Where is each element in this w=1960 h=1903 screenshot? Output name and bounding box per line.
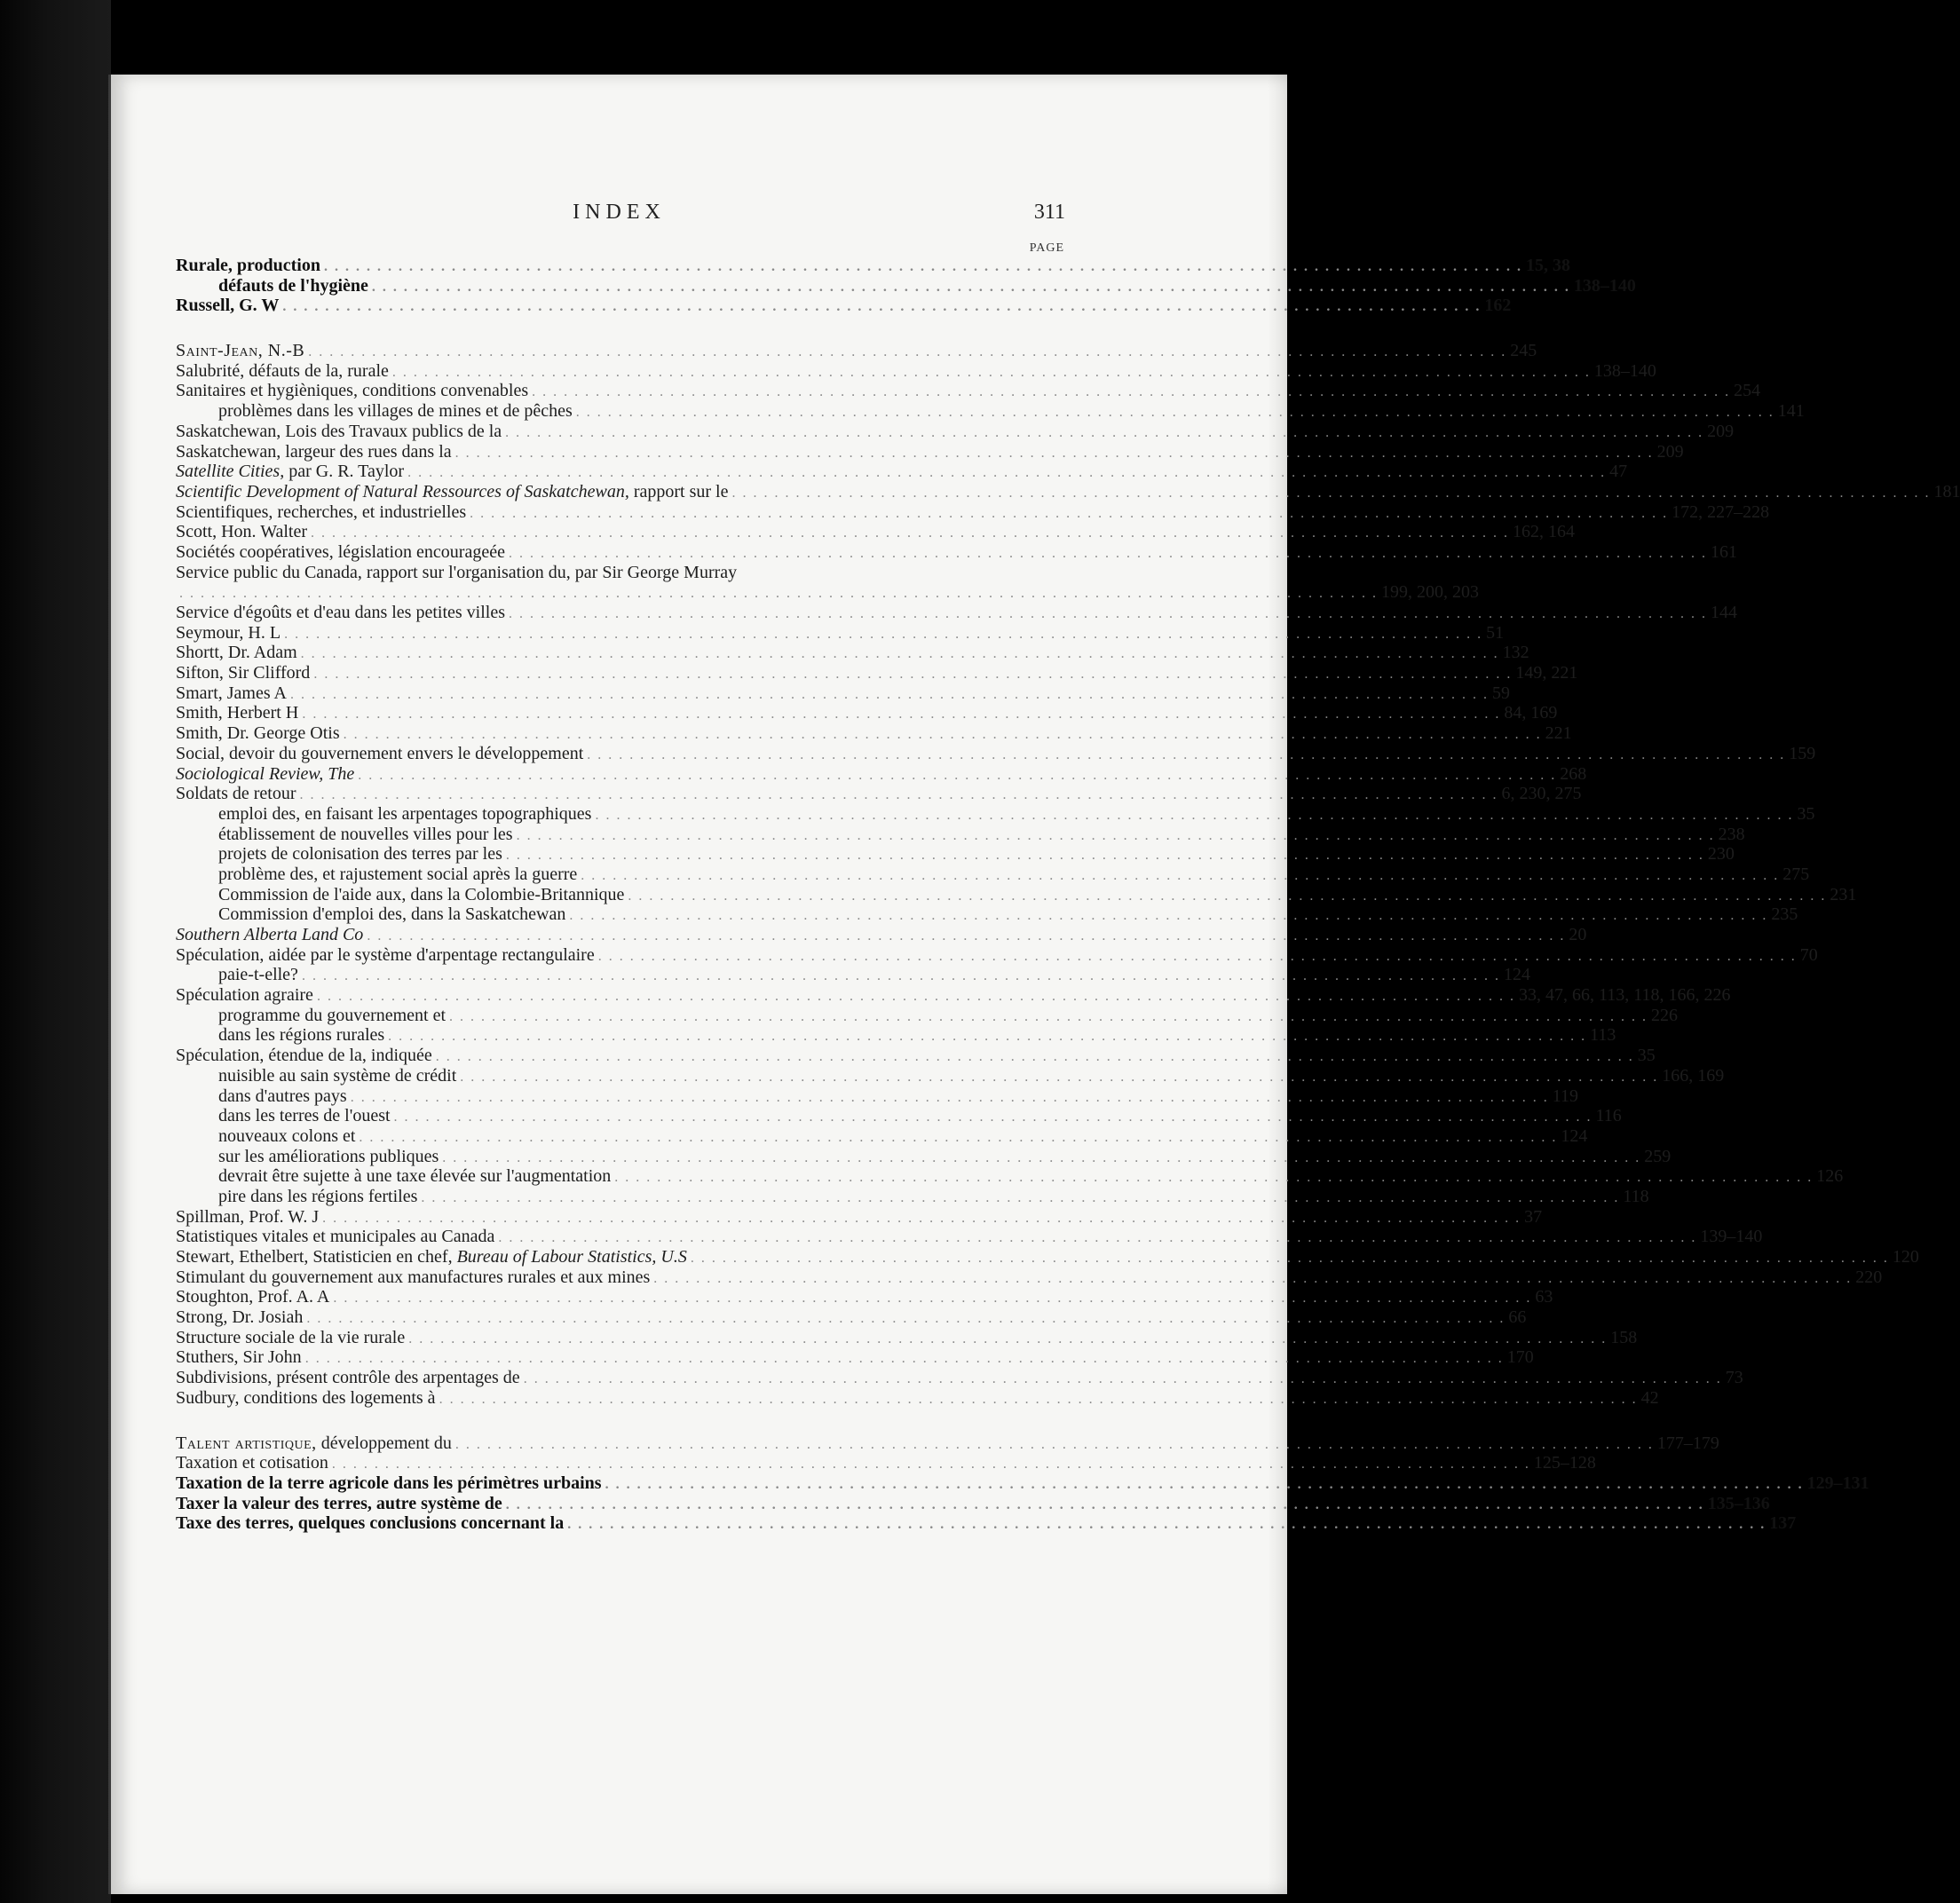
entry-page-ref: 220 [1855, 1267, 1883, 1287]
index-entry [176, 1025, 1616, 1046]
entry-term: Taxer la valeur des terres, autre système de [176, 1493, 502, 1513]
entry-page-ref: 63 [1535, 1287, 1553, 1307]
entry-page-ref: 124 [1503, 965, 1530, 985]
entry-page-ref: 139–140 [1700, 1227, 1763, 1247]
entry-term: Sanitaires et hygièniques, conditions convenables [176, 381, 529, 401]
index-entry [176, 965, 1530, 985]
entry-term: Taxe des terres, quelques conclusions concernant la [176, 1513, 565, 1534]
entry-page-ref: 199, 200, 203 [1381, 582, 1479, 603]
dot-leader [311, 524, 1509, 544]
entry-term: Seymour, H. L [176, 622, 281, 643]
index-entry [176, 1247, 1919, 1267]
entry-term: sur les améliorations publiques [218, 1146, 439, 1166]
dot-leader [302, 705, 1500, 725]
entry-page-ref: 221 [1545, 723, 1572, 744]
entry-page-ref: 116 [1595, 1106, 1622, 1126]
entry-page-ref: 209 [1707, 421, 1735, 441]
entry-term: devrait être sujette à une taxe élevée sur l'augmentation [218, 1166, 612, 1187]
entry-term: Social, devoir du gouvernement envers le développement [176, 743, 584, 763]
dot-leader [358, 766, 1556, 786]
entry-page-ref: 84, 169 [1504, 703, 1558, 723]
entry-term: dans les terres de l'ouest [218, 1106, 391, 1126]
entry-term: pire dans les régions fertiles [218, 1186, 418, 1206]
entry-term: programme du gouvernement et [218, 1005, 447, 1025]
entry-term: Soldats de retour [176, 784, 296, 804]
entry-term: Satellite Cities, par G. R. Taylor [176, 462, 405, 482]
entry-term: Saskatchewan, largeur des rues dans la [176, 441, 452, 462]
dot-leader [333, 1289, 1531, 1309]
index-group-r [176, 256, 1636, 316]
index-entry [176, 1307, 1527, 1328]
dot-leader [628, 887, 1826, 907]
entry-page-ref: 135–136 [1707, 1493, 1770, 1513]
index-entry [176, 462, 1628, 482]
entry-term: Saint-Jean, N.-B [176, 341, 305, 361]
dot-leader [284, 625, 1482, 645]
dot-leader [517, 826, 1715, 847]
entry-page-ref: 124 [1561, 1125, 1588, 1146]
entry-term: Sifton, Sir Clifford [176, 663, 311, 683]
index-entry [176, 481, 1960, 502]
entry-term: problèmes dans les villages de mines et de pêches [218, 401, 573, 422]
index-entry [176, 864, 1810, 885]
entry-page-ref: 231 [1830, 884, 1857, 904]
index-entry [176, 904, 1798, 925]
entry-term: nuisible au sain système de crédit [218, 1065, 457, 1086]
index-entry [176, 1005, 1679, 1026]
dot-leader [388, 1027, 1586, 1047]
dot-leader [359, 1128, 1557, 1149]
dot-leader [470, 504, 1668, 525]
entry-page-ref: 172, 227–228 [1672, 501, 1770, 522]
index-entry [176, 784, 1582, 804]
entry-term: Talent artistique, développement du [176, 1433, 452, 1453]
index-entry [176, 1327, 1638, 1348]
index-entry [176, 1166, 1844, 1187]
entry-term: Sociétés coopératives, législation encourageée [176, 541, 505, 562]
dot-leader [408, 1330, 1607, 1350]
dot-leader [653, 1269, 1852, 1290]
entry-page-ref: 129–131 [1806, 1473, 1869, 1493]
running-head [173, 201, 1065, 227]
dot-leader [576, 403, 1774, 423]
entry-page-ref: 259 [1644, 1146, 1672, 1166]
index-entry [176, 275, 1636, 296]
dot-leader [581, 866, 1779, 887]
entry-page-ref: 138–140 [1593, 360, 1656, 381]
index-entry [176, 1267, 1883, 1288]
dot-leader [302, 967, 1500, 987]
page-number: 311 [1033, 201, 1065, 224]
entry-term: Strong, Dr. Josiah [176, 1307, 304, 1328]
index-entry [176, 944, 1818, 966]
entry-term: Spéculation, étendue de la, indiquée [176, 1046, 432, 1066]
entry-term: Stewart, Ethelbert, Statisticien en chef, Bureau of Labour Statistics, U.S [176, 1247, 687, 1267]
entry-term: nouveaux colons et [218, 1125, 356, 1146]
entry-term: Commission de l'aide aux, dans la Colombie-Britannique [218, 884, 625, 904]
entry-term: Taxation et cotisation [176, 1453, 328, 1473]
entry-page-ref: 141 [1777, 401, 1805, 422]
entry-page-ref: 170 [1506, 1347, 1534, 1368]
index-entry [176, 1387, 1659, 1409]
index-entry [176, 1347, 1534, 1368]
entry-term: problème des, et rajustement social après la guerre [218, 864, 578, 884]
dot-leader [567, 1515, 1766, 1536]
entry-term: Stoughton, Prof. A. A [176, 1287, 330, 1307]
entry-page-ref: 181 [1933, 481, 1960, 501]
entry-term: Service public du Canada, rapport sur l'organisation du, par Sir George Murray [176, 562, 738, 582]
entry-term: Shortt, Dr. Adam [176, 643, 297, 663]
entry-page-ref: 35 [1797, 803, 1815, 824]
dot-leader [313, 665, 1512, 685]
entry-term: Spéculation agraire [176, 985, 313, 1006]
dot-leader [351, 1088, 1549, 1109]
entry-page-ref: 138–140 [1573, 275, 1636, 296]
entry-page-ref: 33, 47, 66, 113, 118, 166, 226 [1518, 985, 1731, 1006]
entry-term: Stimulant du gouvernement aux manufactures rurales et aux mines [176, 1267, 651, 1287]
dot-leader [317, 987, 1515, 1007]
dot-leader [598, 947, 1797, 967]
entry-page-ref: 166, 169 [1662, 1065, 1725, 1086]
entry-term: Southern Alberta Land Co [176, 925, 364, 944]
dot-leader [290, 685, 1489, 706]
entry-term: dans les régions rurales [218, 1025, 385, 1046]
entry-page-ref: 113 [1590, 1025, 1616, 1046]
entry-page-ref: 73 [1725, 1368, 1743, 1388]
dot-leader [300, 786, 1498, 806]
entry-page-ref: 126 [1816, 1166, 1844, 1187]
dot-leader [595, 806, 1793, 826]
index-entry [176, 622, 1505, 644]
entry-page-ref: 118 [1623, 1186, 1649, 1206]
entry-term: Russell, G. W [176, 296, 280, 316]
index-entry [176, 360, 1656, 382]
dot-leader [532, 383, 1730, 403]
scan-edge [0, 0, 111, 1903]
index-entry [176, 401, 1805, 422]
index-entry [176, 683, 1510, 704]
entry-page-ref: 161 [1710, 541, 1737, 562]
index-entry [176, 1513, 1797, 1534]
dot-leader [498, 1228, 1696, 1249]
index-entry [176, 1453, 1596, 1473]
dot-leader [442, 1149, 1640, 1169]
dot-leader [322, 1209, 1521, 1229]
index-entry [176, 582, 1479, 603]
entry-page-ref: 37 [1524, 1206, 1543, 1227]
index-entry [176, 541, 1737, 563]
entry-term: Spéculation, aidée par le système d'arpentage rectangulaire [176, 944, 595, 965]
entry-term: Sociological Review, The [176, 763, 355, 784]
dot-leader [505, 423, 1703, 444]
dot-leader [344, 725, 1542, 746]
index-entry [176, 703, 1558, 723]
index-entry [176, 1186, 1649, 1207]
dot-leader [509, 604, 1707, 625]
dot-leader [691, 1249, 1889, 1269]
index-entry [176, 763, 1587, 785]
entry-term: dans d'autres pays [218, 1086, 347, 1106]
entry-term: Service d'égoûts et d'eau dans les petites villes [176, 603, 505, 622]
entry-term: Structure sociale de la vie rurale [176, 1327, 406, 1347]
dot-leader [324, 257, 1522, 278]
entry-page-ref: 20 [1569, 925, 1587, 944]
dot-leader [282, 297, 1481, 318]
index-entry [176, 1227, 1763, 1247]
index-entry [176, 824, 1745, 845]
entry-page-ref: 120 [1892, 1247, 1919, 1267]
index-entry [176, 603, 1737, 623]
dot-leader [439, 1390, 1638, 1410]
entry-term: Smith, Herbert H [176, 703, 299, 723]
dot-leader [455, 1435, 1654, 1456]
entry-term: Statistiques vitales et municipales au Canada [176, 1227, 495, 1247]
entry-page-ref: 149, 221 [1515, 663, 1578, 683]
dot-leader [524, 1370, 1722, 1390]
entry-page-ref: 162 [1484, 296, 1512, 316]
entry-page-ref: 70 [1799, 944, 1818, 965]
entry-page-ref: 59 [1492, 683, 1510, 703]
entry-page-ref: 51 [1486, 622, 1505, 643]
index-entry [176, 723, 1572, 744]
index-entry [176, 743, 1816, 764]
index-entry [176, 522, 1575, 542]
entry-term: Spillman, Prof. W. J [176, 1206, 320, 1227]
entry-term: Scientific Development of Natural Ressources of Saskatchewan, rapport sur le [176, 481, 729, 501]
entry-term: défauts de l'hygiène [218, 275, 368, 296]
index-entry [176, 441, 1684, 462]
entry-term: Taxation de la terre agricole dans les périmètres urbains [176, 1473, 602, 1493]
index-entry [176, 663, 1578, 683]
dot-leader [569, 906, 1767, 927]
entry-term: paie-t-elle? [218, 965, 298, 985]
dot-leader [372, 278, 1570, 298]
entry-term: Saskatchewan, Lois des Travaux publics de la [176, 421, 502, 441]
index-entry [176, 643, 1529, 663]
dot-leader [179, 584, 1378, 604]
index-list [176, 241, 1960, 1534]
index-entry [176, 1086, 1578, 1107]
group-gap [176, 316, 1064, 341]
entry-page-ref: 66 [1508, 1307, 1527, 1328]
dot-leader [506, 846, 1704, 866]
dot-leader [455, 444, 1654, 464]
dot-leader [731, 484, 1930, 504]
entry-page-ref: 245 [1510, 341, 1537, 361]
entry-page-ref: 177–179 [1656, 1433, 1719, 1453]
index-entry [176, 1106, 1622, 1126]
dot-leader [394, 1108, 1592, 1128]
index-entry [176, 1046, 1656, 1066]
entry-page-ref: 125–128 [1533, 1453, 1596, 1473]
dot-leader [332, 1455, 1530, 1475]
entry-page-ref: 226 [1651, 1005, 1679, 1025]
dot-leader [392, 363, 1591, 383]
entry-term: établissement de nouvelles villes pour les [218, 824, 513, 844]
entry-page-ref: 162, 164 [1513, 522, 1575, 542]
dot-leader [306, 1309, 1505, 1330]
index-entry [176, 1368, 1743, 1388]
dot-leader [308, 343, 1506, 363]
dot-leader [305, 1349, 1504, 1370]
entry-page-ref: 275 [1782, 864, 1810, 884]
dot-leader [587, 746, 1785, 766]
index-entry [176, 381, 1761, 401]
dot-leader [436, 1047, 1634, 1068]
entry-term: Scott, Hon. Walter [176, 522, 307, 542]
entry-term: Smith, Dr. George Otis [176, 723, 340, 744]
dot-leader [367, 927, 1565, 947]
index-entry [176, 1473, 1869, 1494]
group-gap [176, 1409, 1064, 1433]
entry-page-ref: 137 [1769, 1513, 1797, 1534]
index-entry [176, 1206, 1543, 1228]
index-entry [176, 501, 1770, 523]
entry-page-ref: 209 [1656, 441, 1684, 462]
index-entry [176, 1433, 1719, 1454]
index-entry [176, 1287, 1553, 1307]
entry-page-ref: 254 [1734, 381, 1761, 401]
dot-leader [301, 644, 1499, 665]
entry-page-ref: 159 [1789, 743, 1816, 763]
entry-page-ref: 230 [1707, 844, 1735, 865]
index-entry [176, 256, 1570, 276]
index-entry [176, 803, 1815, 825]
dot-leader [449, 1007, 1648, 1028]
index-entry [176, 1146, 1672, 1167]
entry-term: Rurale, production [176, 256, 320, 275]
dot-leader [407, 463, 1606, 484]
entry-term: Smart, James A [176, 683, 287, 703]
index-entry [176, 1493, 1770, 1514]
dot-leader [614, 1168, 1813, 1188]
index-entry [176, 341, 1537, 361]
index-entry [176, 296, 1512, 316]
entry-term: Commission d'emploi des, dans la Saskatchewan [218, 904, 566, 925]
index-group-s [176, 341, 1960, 1408]
dot-leader [506, 1496, 1704, 1516]
entry-page-ref: 35 [1637, 1046, 1656, 1066]
entry-page-ref: 47 [1609, 462, 1628, 482]
index-entry [176, 884, 1857, 905]
entry-page-ref: 235 [1771, 904, 1798, 925]
entry-term: Scientifiques, recherches, et industrielles [176, 501, 467, 522]
dot-leader [509, 544, 1707, 565]
index-entry [176, 1065, 1725, 1086]
entry-term: Stuthers, Sir John [176, 1347, 302, 1368]
entry-page-ref: 132 [1502, 643, 1529, 663]
entry-page-ref: 119 [1552, 1086, 1578, 1106]
entry-page-ref: 6, 230, 275 [1501, 784, 1582, 804]
dot-leader [460, 1068, 1658, 1088]
entry-term: Sudbury, conditions des logements à [176, 1387, 436, 1408]
dot-leader [421, 1188, 1619, 1209]
entry-page-ref: 42 [1640, 1387, 1659, 1408]
entry-term: Salubrité, défauts de la, rurale [176, 360, 389, 381]
entry-page-ref: 15, 38 [1525, 256, 1570, 275]
index-entry [176, 844, 1735, 865]
index-entry [176, 421, 1735, 442]
entry-page-ref: 268 [1560, 763, 1587, 784]
entry-page-ref: 238 [1718, 824, 1745, 844]
page-column-label: PAGE [1029, 241, 1064, 255]
page-title: INDEX [573, 201, 666, 224]
entry-page-ref: 158 [1610, 1327, 1638, 1347]
index-entry [176, 1125, 1588, 1147]
dot-leader [605, 1475, 1804, 1496]
entry-page-ref: 144 [1711, 603, 1737, 622]
index-entry [176, 985, 1731, 1006]
index-group-t [176, 1433, 1869, 1534]
index-entry [176, 563, 1064, 583]
entry-term: Subdivisions, présent contrôle des arpentages de [176, 1368, 520, 1388]
index-entry [176, 925, 1587, 945]
entry-term: emploi des, en faisant les arpentages topographiques [218, 803, 592, 824]
entry-term: projets de colonisation des terres par les [218, 844, 502, 865]
